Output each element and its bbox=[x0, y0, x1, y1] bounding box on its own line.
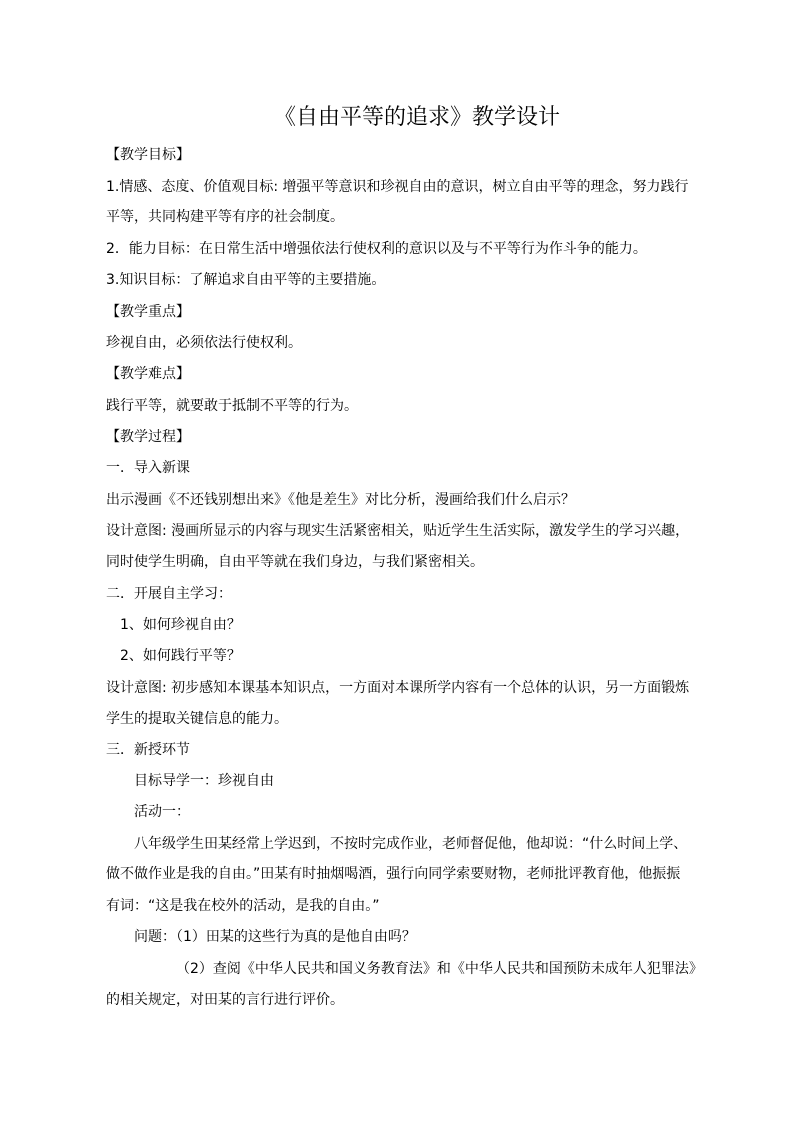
section-heading-process: 【教学过程】 bbox=[106, 429, 190, 445]
paragraph-line: 1.情感、态度、价值观目标: 增强平等意识和珍视自由的意识，树立自由平等的理念，努力践行 bbox=[106, 179, 689, 195]
section-heading-key-points: 【教学重点】 bbox=[106, 304, 190, 320]
paragraph-line: 设计意图: 初步感知本课基本知识点，一方面对本课所学内容有一个总体的认识，另一方面锻炼 bbox=[106, 680, 690, 696]
list-item: 2、如何践行平等？ bbox=[120, 648, 241, 664]
paragraph-line: 践行平等，就要敢于抵制不平等的行为。 bbox=[106, 398, 358, 414]
paragraph-line: 珍视自由，必须依法行使权利。 bbox=[106, 335, 302, 351]
paragraph-line: 同时使学生明确，自由平等就在我们身边，与我们紧密相关。 bbox=[106, 554, 484, 570]
paragraph-line: 目标导学一：珍视自由 bbox=[134, 773, 274, 789]
paragraph-line: 三．新授环节 bbox=[106, 742, 190, 758]
list-item: 1、如何珍视自由？ bbox=[120, 617, 241, 633]
paragraph-line: 学生的提取关键信息的能力。 bbox=[106, 711, 288, 727]
paragraph-line: 做不做作业是我的自由。”田某有时抽烟喝酒，强行向同学索要财物，老师批评教育他，他振振 bbox=[106, 866, 681, 882]
paragraph-line: 一．导入新课 bbox=[106, 460, 190, 476]
paragraph-line: 活动一： bbox=[134, 804, 190, 820]
paragraph-line: 2．能力目标：在日常生活中增强依法行使权利的意识以及与不平等行为作斗争的能力。 bbox=[106, 241, 647, 257]
section-heading-difficulties: 【教学难点】 bbox=[106, 366, 190, 382]
paragraph-line: 八年级学生田某经常上学迟到，不按时完成作业，老师督促他，他却说：“什么时间上学、 bbox=[134, 836, 688, 852]
paragraph-line: 的相关规定，对田某的言行进行评价。 bbox=[106, 992, 344, 1008]
paragraph-line: 二．开展自主学习： bbox=[106, 586, 232, 602]
paragraph-line: 3.知识目标：了解追求自由平等的主要措施。 bbox=[106, 272, 386, 288]
paragraph-line: 问题：（1）田某的这些行为真的是他自由吗？ bbox=[134, 929, 416, 945]
paragraph-line: （2）查阅《中华人民共和国义务教育法》和《中华人民共和国预防未成年人犯罪法》 bbox=[176, 961, 703, 977]
paragraph-line: 有词：“这是我在校外的活动，是我的自由。” bbox=[106, 898, 380, 914]
document-title: 《自由平等的追求》教学设计 bbox=[273, 105, 560, 130]
paragraph-line: 设计意图: 漫画所显示的内容与现实生活紧密相关，贴近学生生活实际，激发学生的学习兴趣， bbox=[106, 523, 690, 539]
paragraph-line: 出示漫画《不还钱别想出来》《他是差生》对比分析，漫画给我们什么启示？ bbox=[106, 492, 575, 508]
paragraph-line: 平等，共同构建平等有序的社会制度。 bbox=[106, 209, 344, 225]
section-heading-objectives: 【教学目标】 bbox=[106, 147, 190, 163]
